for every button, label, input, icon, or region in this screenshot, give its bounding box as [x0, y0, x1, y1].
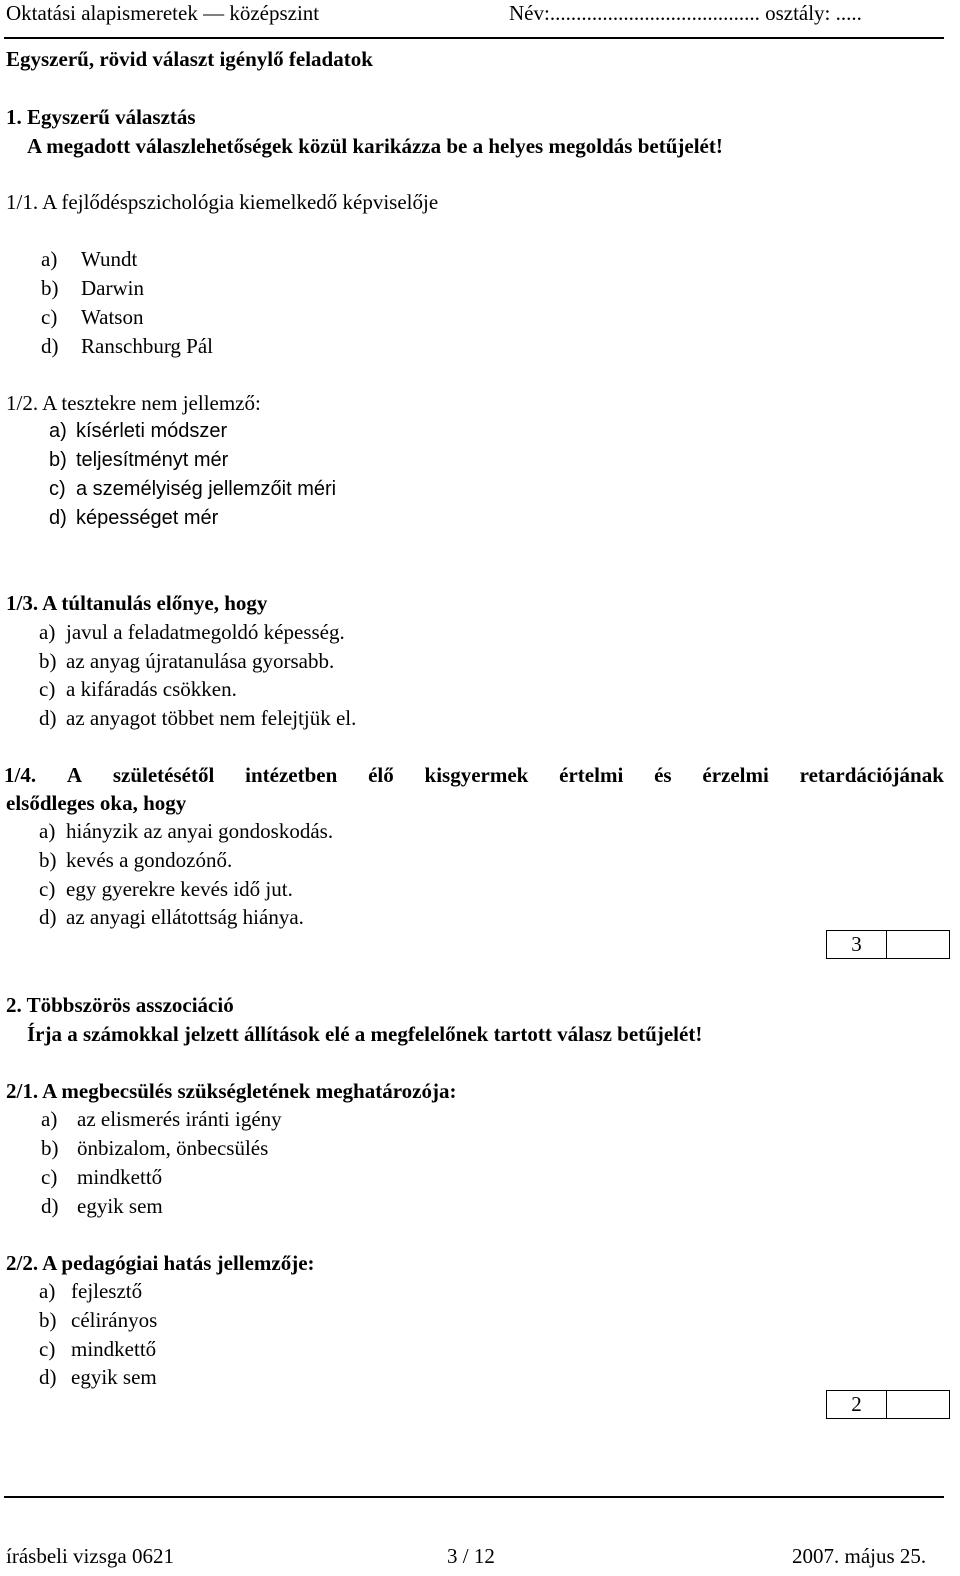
- task1-score-max: 3: [827, 931, 887, 958]
- footer-rule: [4, 1496, 944, 1498]
- task2-score-max: 2: [827, 1391, 887, 1418]
- header-subject: Oktatási alapismeretek — középszint: [6, 1, 320, 25]
- question-1-1-stem: 1/1. A fejlődéspszichológia kiemelkedő képviselője: [6, 190, 439, 214]
- section-title: Egyszerű, rövid választ igénylő feladatok: [6, 47, 373, 71]
- question-1-2-option-b: b) teljesítményt mér: [49, 449, 229, 471]
- question-2-1-option-d: d) egyik sem: [41, 1194, 163, 1218]
- question-2-2-option-d: d) egyik sem: [39, 1365, 157, 1389]
- question-2-1-option-c: c) mindkettő: [41, 1165, 163, 1189]
- question-1-4-stem-cont: elsődleges oka, hogy: [6, 791, 187, 815]
- question-1-3-option-c: c) a kifáradás csökken.: [39, 677, 237, 701]
- question-1-4-option-b: b) kevés a gondozónő.: [39, 848, 233, 872]
- task1-title: 1. Egyszerű választás: [6, 105, 196, 129]
- header-rule: [4, 37, 944, 39]
- question-2-1-option-b: b) önbizalom, önbecsülés: [41, 1136, 269, 1160]
- question-1-2-stem: 1/2. A tesztekre nem jellemző:: [6, 391, 261, 415]
- task1-score-box: [826, 930, 950, 959]
- question-2-1-option-a: a) az elismerés iránti igény: [41, 1107, 282, 1131]
- question-1-1-option-d: d) Ranschburg Pál: [41, 334, 214, 358]
- question-1-3-option-b: b) az anyag újratanulása gyorsabb.: [39, 649, 335, 673]
- footer-page-number: 3 / 12: [447, 1544, 495, 1568]
- question-1-1-option-a: a) Wundt: [41, 247, 138, 271]
- task2-score-box: [826, 1390, 950, 1419]
- question-2-2-option-a: a) fejlesztő: [39, 1279, 143, 1303]
- question-1-4-option-c: c) egy gyerekre kevés idő jut.: [39, 877, 293, 901]
- question-1-4-option-a: a) hiányzik az anyai gondoskodás.: [39, 819, 334, 843]
- task2-title: 2. Többszörös asszociáció: [6, 993, 234, 1017]
- question-1-4-option-d: d) az anyagi ellátottság hiánya.: [39, 905, 304, 929]
- task2-instruction: Írja a számokkal jelzett állítások elé a megfelelőnek tartott válasz betűjelét!: [27, 1022, 703, 1046]
- question-1-1-option-b: b) Darwin: [41, 276, 144, 300]
- question-1-2-option-a: a) kísérleti módszer: [49, 420, 228, 442]
- question-1-4-stem: 1/4. A születésétől intézetben élő kisgyermek értelmi és érzelmi retardációjának: [4, 763, 944, 787]
- question-2-2-option-c: c) mindkettő: [39, 1337, 157, 1361]
- question-2-1-stem: 2/1. A megbecsülés szükségletének meghatározója:: [6, 1079, 457, 1103]
- question-1-2-option-d: d) képességet mér: [49, 507, 219, 529]
- question-2-2-option-b: b) célirányos: [39, 1308, 158, 1332]
- question-1-2-option-c: c) a személyiség jellemzőit méri: [49, 478, 337, 500]
- footer-date: 2007. május 25.: [792, 1544, 927, 1568]
- task1-instruction: A megadott válaszlehetőségek közül karikázza be a helyes megoldás betűjelét!: [27, 134, 723, 158]
- footer-exam-code: írásbeli vizsga 0621: [6, 1544, 174, 1568]
- question-1-3-option-a: a) javul a feladatmegoldó képesség.: [39, 620, 345, 644]
- question-1-1-option-c: c) Watson: [41, 305, 144, 329]
- question-1-3-stem: 1/3. A túltanulás előnye, hogy: [6, 591, 268, 615]
- question-1-3-option-d: d) az anyagot többet nem felejtjük el.: [39, 706, 357, 730]
- question-2-2-stem: 2/2. A pedagógiai hatás jellemzője:: [6, 1251, 315, 1275]
- header-name-field: Név:........................................ osztály: .....: [509, 1, 862, 25]
